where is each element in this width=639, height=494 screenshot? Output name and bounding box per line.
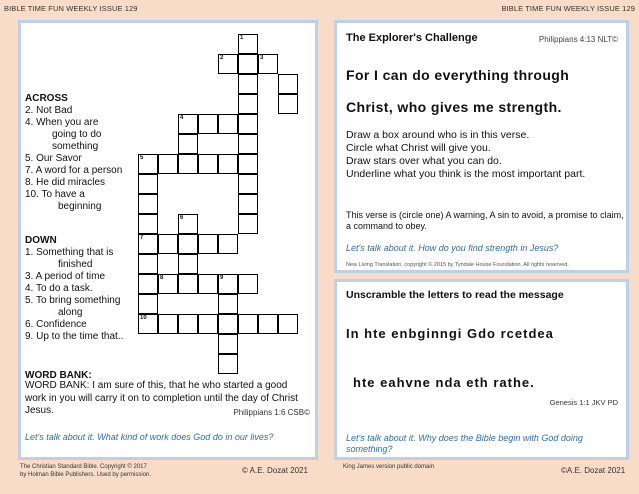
- crossword-cell[interactable]: [278, 314, 298, 334]
- crossword-cell[interactable]: [138, 174, 158, 194]
- clue-number-9: 9: [220, 275, 224, 281]
- crossword-cell[interactable]: [218, 274, 238, 294]
- crossword-cell[interactable]: [238, 154, 258, 174]
- down-clue: 1. Something that is: [25, 247, 114, 258]
- verse-line-2: Christ, who gives me strength.: [346, 99, 562, 115]
- left-copyright: © A.E. Dozat 2021: [242, 466, 308, 475]
- clue-number-5: 5: [140, 155, 144, 161]
- crossword-cell[interactable]: [218, 154, 238, 174]
- crossword-cell[interactable]: [218, 314, 238, 334]
- crossword-cell[interactable]: [218, 234, 238, 254]
- wordbank-reference: Philippians 1:6 CSB©: [233, 408, 310, 417]
- across-clue: going to do: [52, 129, 102, 140]
- crossword-cell[interactable]: [218, 334, 238, 354]
- crossword-cell[interactable]: [218, 294, 238, 314]
- clue-number-8: 8: [160, 275, 164, 281]
- crossword-cell[interactable]: [218, 54, 238, 74]
- clue-number-7: 7: [140, 235, 144, 241]
- explorer-title: The Explorer's Challenge: [346, 32, 478, 44]
- clue-number-6: 6: [180, 215, 184, 221]
- crossword-cell[interactable]: [178, 114, 198, 134]
- crossword-cell[interactable]: [138, 254, 158, 274]
- across-clue: beginning: [58, 201, 102, 212]
- scrambled-line-1: In hte enbginngi Gdo rcetdea: [346, 326, 554, 341]
- down-clue: 4. To do a task.: [25, 283, 93, 294]
- instructions: [346, 129, 626, 181]
- crossword-cell[interactable]: [138, 274, 158, 294]
- clue-number-4: 4: [180, 115, 184, 121]
- explorer-challenge-panel: [334, 20, 629, 273]
- verse-line-1: For I can do everything through: [346, 67, 570, 83]
- instruction-item: Draw a box around who is in this verse.: [346, 129, 530, 141]
- crossword-cell[interactable]: [258, 314, 278, 334]
- wordbank-heading: WORD BANK:: [25, 370, 92, 381]
- crossword-cell[interactable]: [258, 54, 278, 74]
- crossword-cell[interactable]: [138, 214, 158, 234]
- across-clue: 4. When you are: [25, 117, 99, 128]
- instruction-item: Underline what you think is the most important part.: [346, 168, 586, 180]
- clue-number-10: 10: [140, 315, 147, 321]
- crossword-cell[interactable]: [178, 134, 198, 154]
- crossword-cell[interactable]: [158, 274, 178, 294]
- crossword-cell[interactable]: [198, 274, 218, 294]
- crossword-cell[interactable]: [178, 254, 198, 274]
- crossword-cell[interactable]: [158, 234, 178, 254]
- wordbank-verse: WORD BANK: I am sure of this, that he who started a good work in you will carry it on to completion until the day of Christ Jesus.: [25, 380, 298, 416]
- crossword-cell[interactable]: [238, 94, 258, 114]
- scrambled-line-2: hte eahvne nda eth rathe.: [353, 375, 535, 390]
- across-heading: ACROSS: [25, 93, 68, 104]
- crossword-cell[interactable]: [198, 154, 218, 174]
- down-clue: along: [58, 307, 83, 318]
- crossword-cell[interactable]: [238, 314, 258, 334]
- unscramble-panel: [334, 279, 629, 460]
- down-clue: 6. Confidence: [25, 319, 87, 330]
- crossword-cell[interactable]: [158, 154, 178, 174]
- across-clue: 10. To have a: [25, 189, 85, 200]
- crossword-cell[interactable]: [238, 114, 258, 134]
- crossword-cell[interactable]: [218, 354, 238, 374]
- crossword-cell[interactable]: [238, 274, 258, 294]
- across-clue: 5. Our Savor: [25, 153, 82, 164]
- across-clue: 7. A word for a person: [25, 165, 123, 176]
- clue-number-2: 2: [220, 55, 224, 61]
- down-heading: DOWN: [25, 235, 57, 246]
- crossword-cell[interactable]: [198, 314, 218, 334]
- circle-one-prompt: This verse is (circle one) A warning, A sin to avoid, a promise to claim, a command to obey.: [346, 210, 624, 231]
- kjv-credit: King James version public domain: [343, 464, 435, 470]
- down-clue: 5. To bring something: [25, 295, 121, 306]
- instruction-item: Draw stars over what you can do.: [346, 155, 502, 167]
- down-clue: finished: [58, 259, 93, 270]
- crossword-cell[interactable]: [198, 234, 218, 254]
- down-clue: 9. Up to the time that..: [25, 331, 124, 342]
- genesis-reference: Genesis 1:1 JKV PD: [549, 398, 618, 407]
- csb-credit-line2: by Holman Bible Publishers. Used by permission.: [20, 471, 152, 478]
- issue-header-right: BIBLE TIME FUN WEEKLY ISSUE 129: [501, 4, 635, 13]
- csb-credit-line1: The Christian Standard Bible. Copyright © 2017: [20, 464, 147, 470]
- crossword-cell[interactable]: [238, 214, 258, 234]
- across-clue: 8. He did miracles: [25, 177, 106, 188]
- left-talk-prompt: Let's talk about it. What kind of work does God do in our lives?: [25, 432, 274, 442]
- crossword-cell[interactable]: [198, 114, 218, 134]
- wordbank-text: [25, 380, 310, 420]
- crossword-panel: [18, 20, 318, 460]
- crossword-cell[interactable]: [238, 194, 258, 214]
- crossword-cell[interactable]: [238, 174, 258, 194]
- crossword-cell[interactable]: [178, 314, 198, 334]
- crossword-cell[interactable]: [278, 94, 298, 114]
- crossword-cell[interactable]: [178, 154, 198, 174]
- clue-number-3: 3: [260, 55, 264, 61]
- explorer-reference: Philippians 4:13 NLT©: [538, 35, 618, 44]
- crossword-cell[interactable]: [238, 134, 258, 154]
- clue-number-1: 1: [240, 35, 244, 41]
- unscramble-title: Unscramble the letters to read the message: [346, 289, 564, 301]
- crossword-cell[interactable]: [138, 314, 158, 334]
- issue-header-left: BIBLE TIME FUN WEEKLY ISSUE 129: [4, 4, 138, 13]
- crossword-cell[interactable]: [238, 54, 258, 74]
- across-clue: 2. Not Bad: [25, 105, 73, 116]
- across-clue: something: [52, 141, 99, 152]
- down-clue: 3. A period of time: [25, 271, 106, 282]
- csb-credit: [20, 464, 151, 479]
- nlt-credit: New Living Translation, copyright © 2015 by Tyndale House Foundation. All rights reserved.: [346, 262, 569, 268]
- crossword-cell[interactable]: [278, 74, 298, 94]
- crossword-cell[interactable]: [178, 234, 198, 254]
- crossword-cell[interactable]: [218, 114, 238, 134]
- explorer-talk-prompt: Let's talk about it. How do you find strength in Jesus?: [346, 243, 559, 253]
- unscramble-talk-prompt: Let's talk about it. Why does the Bible begin with God doing something?: [346, 433, 583, 454]
- crossword-cell[interactable]: [138, 294, 158, 314]
- crossword-cell[interactable]: [238, 74, 258, 94]
- right-copyright: ©A.E. Dozat 2021: [561, 466, 626, 475]
- crossword-cell[interactable]: [138, 234, 158, 254]
- crossword-cell[interactable]: [178, 214, 198, 234]
- crossword-cell[interactable]: [138, 194, 158, 214]
- instruction-item: Circle what Christ will give you.: [346, 142, 491, 154]
- crossword-cell[interactable]: [138, 154, 158, 174]
- crossword-cell[interactable]: [238, 34, 258, 54]
- crossword-cell[interactable]: [158, 314, 178, 334]
- crossword-cell[interactable]: [178, 274, 198, 294]
